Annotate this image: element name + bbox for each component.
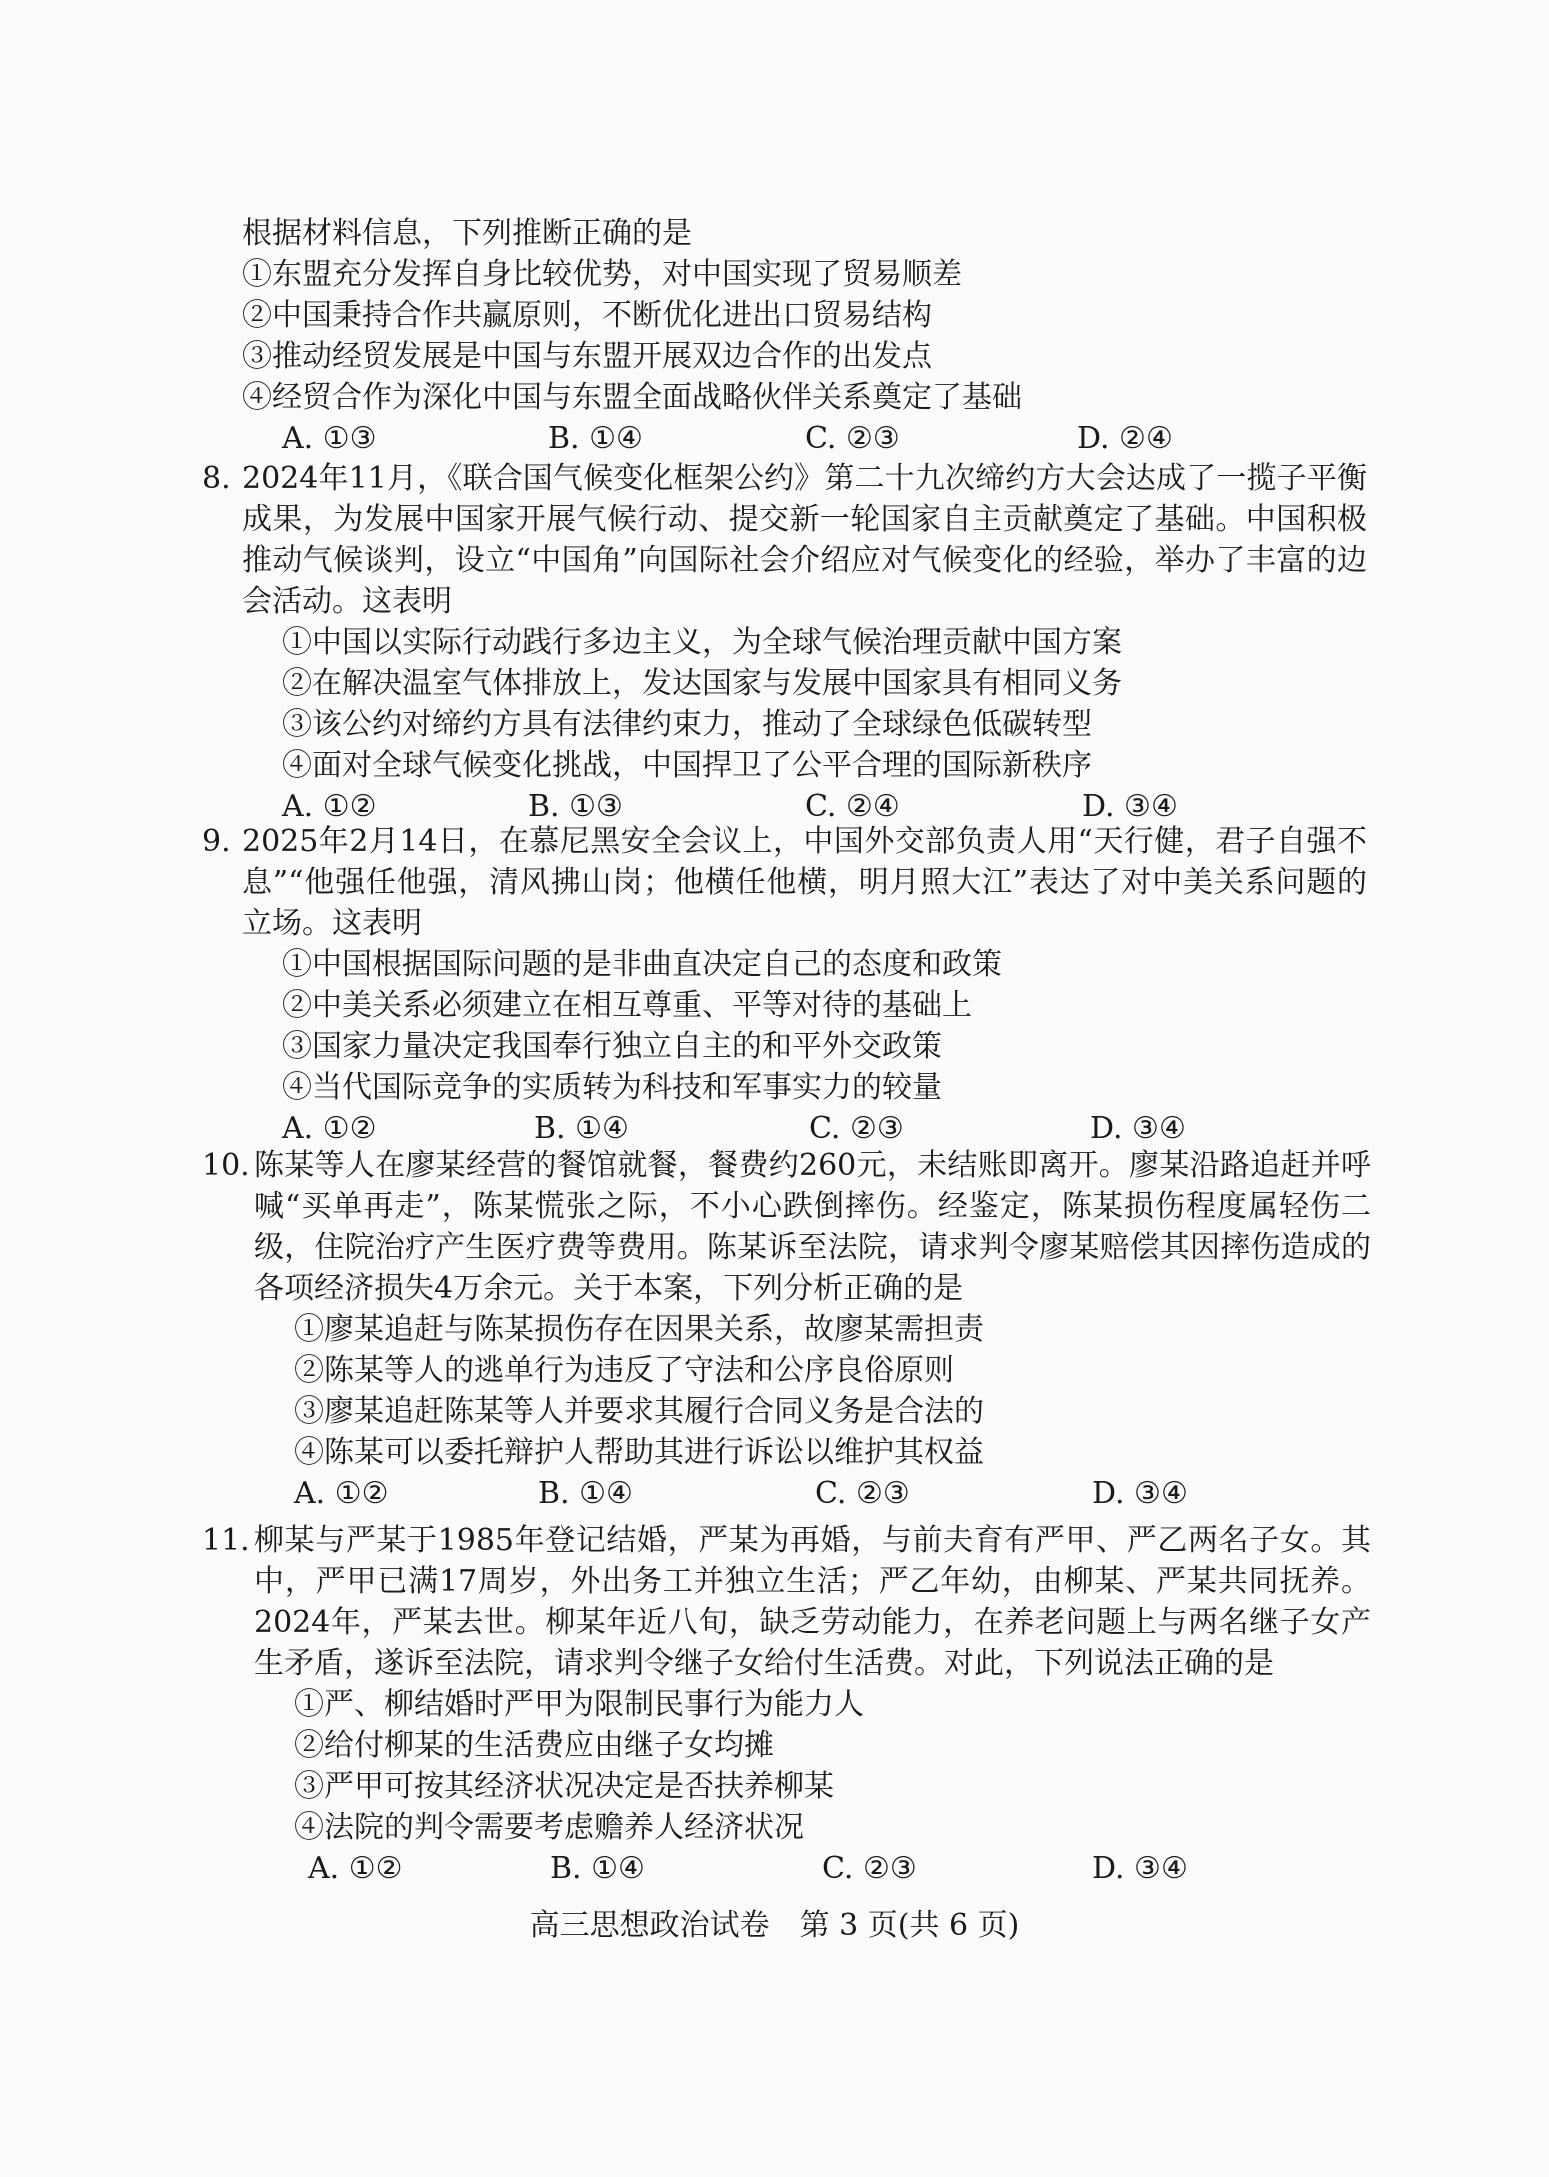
answer-choices	[254, 1473, 1371, 1514]
statement-4: ④经贸合作为深化中国与东盟全面战略伙伴关系奠定了基础	[242, 380, 1022, 415]
choice-c[interactable]: C. ②③	[805, 421, 900, 456]
statement-1: ①严、柳结婚时严甲为限制民事行为能力人	[294, 1687, 864, 1722]
question-stem: 2025年2月14日，在慕尼黑安全会议上，中国外交部负责人用“天行健，君子自强不息”“他强任他强，清风拂山岗；他横任他横，明月照大江”表达了对中美关系问题的立场。这表明	[242, 824, 1367, 941]
choice-a[interactable]: A. ①②	[282, 789, 377, 824]
statement-4: ④面对全球气候变化挑战，中国捍卫了公平合理的国际新秩序	[282, 748, 1092, 783]
choice-d[interactable]: D. ②④	[1077, 421, 1173, 456]
statement-3: ③国家力量决定我国奉行独立自主的和平外交政策	[282, 1029, 942, 1064]
choice-b[interactable]: B. ①④	[550, 1851, 645, 1886]
statement-3: ③推动经贸发展是中国与东盟开展双边合作的出发点	[242, 339, 932, 374]
statement-3: ③严甲可按其经济状况决定是否扶养柳某	[294, 1769, 834, 1804]
question-11	[202, 1520, 1371, 1889]
question-10	[202, 1145, 1371, 1514]
choice-b[interactable]: B. ①④	[534, 1111, 629, 1146]
choice-c[interactable]: C. ②③	[815, 1476, 910, 1511]
answer-choices	[242, 418, 1367, 459]
question-number: 10.	[202, 1148, 250, 1183]
choice-c[interactable]: C. ②④	[805, 789, 900, 824]
choice-b[interactable]: B. ①④	[538, 1476, 633, 1511]
question-number: 9.	[202, 824, 231, 859]
answer-choices	[242, 1108, 1367, 1149]
page-footer: 高三思想政治试卷 第 3 页(共 6 页)	[529, 1908, 1020, 1943]
choice-a[interactable]: A. ①②	[294, 1476, 389, 1511]
choice-d[interactable]: D. ③④	[1082, 789, 1178, 824]
choice-a[interactable]: A. ①②	[282, 1111, 377, 1146]
question-stem: 2024年11月，《联合国气候变化框架公约》第二十九次缔约方大会达成了一揽子平衡成果，为发展中国家开展气候行动、提交新一轮国家自主贡献奠定了基础。中国积极推动气候谈判，设立“中国角”向国际社会介绍应对气候变化的经验，举办了丰富的边会活动。这表明	[242, 461, 1367, 619]
statement-1: ①东盟充分发挥自身比较优势，对中国实现了贸易顺差	[242, 257, 962, 292]
choice-c[interactable]: C. ②③	[809, 1111, 904, 1146]
choice-a[interactable]: A. ①③	[282, 421, 377, 456]
question-number: 8.	[202, 461, 231, 496]
statement-1: ①廖某追赶与陈某损伤存在因果关系，故廖某需担责	[294, 1312, 984, 1347]
statement-1: ①中国根据国际问题的是非曲直决定自己的态度和政策	[282, 947, 1002, 982]
question-9	[202, 821, 1367, 1149]
statement-2: ②给付柳某的生活费应由继子女均摊	[294, 1728, 774, 1763]
statement-2: ②陈某等人的逃单行为违反了守法和公序良俗原则	[294, 1353, 954, 1388]
choice-b[interactable]: B. ①④	[548, 421, 643, 456]
question-number: 11.	[202, 1523, 250, 1558]
statement-4: ④当代国际竞争的实质转为科技和军事实力的较量	[282, 1070, 942, 1105]
statement-2: ②中美关系必须建立在相互尊重、平等对待的基础上	[282, 988, 972, 1023]
choice-d[interactable]: D. ③④	[1092, 1476, 1188, 1511]
question-stem: 柳某与严某于1985年登记结婚，严某为再婚，与前夫育有严甲、严乙两名子女。其中，严甲已满17周岁，外出务工并独立生活；严乙年幼，由柳某、严某共同抚养。2024年，严某去世。柳某年近八旬，缺乏劳动能力，在养老问题上与两名继子女产生矛盾，遂诉至法院，请求判令继子女给付生活费。对此，下列说法正确的是	[254, 1523, 1371, 1681]
choice-d[interactable]: D. ③④	[1090, 1111, 1186, 1146]
statement-4: ④法院的判令需要考虑赡养人经济状况	[294, 1810, 804, 1845]
question-7	[242, 213, 1367, 459]
question-stem: 陈某等人在廖某经营的餐馆就餐，餐费约260元，未结账即离开。廖某沿路追赶并呼喊“买单再走”，陈某慌张之际，不小心跌倒摔伤。经鉴定，陈某损伤程度属轻伤二级，住院治疗产生医疗费等费用。陈某诉至法院，请求判令廖某赔偿其因摔伤造成的各项经济损失4万余元。关于本案，下列分析正确的是	[254, 1148, 1371, 1306]
statement-2: ②在解决温室气体排放上，发达国家与发展中国家具有相同义务	[282, 666, 1122, 701]
question-8	[202, 458, 1367, 827]
statement-3: ③该公约对缔约方具有法律约束力，推动了全球绿色低碳转型	[282, 707, 1092, 742]
question-stem: 根据材料信息，下列推断正确的是	[242, 216, 692, 251]
statement-3: ③廖某追赶陈某等人并要求其履行合同义务是合法的	[294, 1394, 984, 1429]
answer-choices	[254, 1848, 1371, 1889]
statement-1: ①中国以实际行动践行多边主义，为全球气候治理贡献中国方案	[282, 625, 1122, 660]
statement-2: ②中国秉持合作共赢原则，不断优化进出口贸易结构	[242, 298, 932, 333]
choice-d[interactable]: D. ③④	[1092, 1851, 1188, 1886]
choice-b[interactable]: B. ①③	[528, 789, 623, 824]
choice-c[interactable]: C. ②③	[822, 1851, 917, 1886]
choice-a[interactable]: A. ①②	[308, 1851, 403, 1886]
statement-4: ④陈某可以委托辩护人帮助其进行诉讼以维护其权益	[294, 1435, 984, 1470]
